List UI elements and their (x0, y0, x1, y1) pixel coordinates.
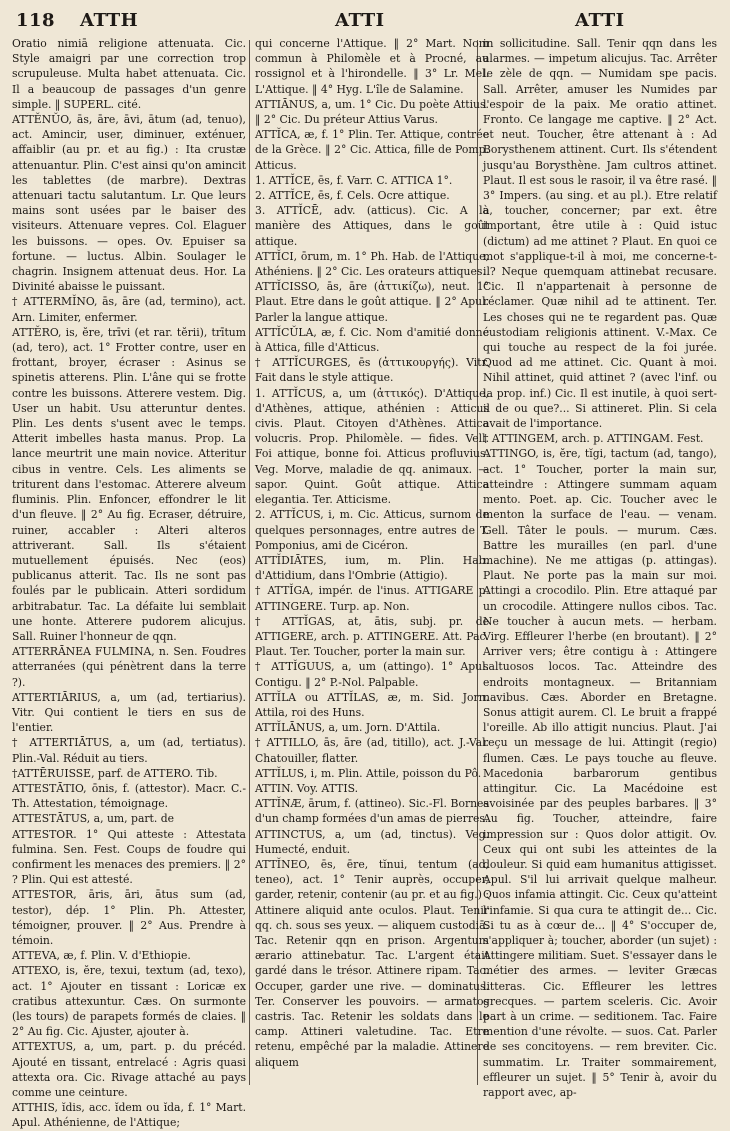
dictionary-entry: ATTĬLĀNUS, a, um. Jorn. D'Attila. (255, 721, 441, 735)
dictionary-entry: ATTEVA, æ, f. Plin. V. d'Ethiopie. (12, 949, 191, 963)
dictionary-entry: qui concerne l'Attique. ‖ 2° Mart. Nom commun à Philomèle et à Procné, au rossignol et à l'hirondelle. ‖ 3° Lr. Mel. L'Attique. ‖ 4° Hyg. L'île de Salamine. (255, 37, 489, 96)
dictionary-entry: † ATTĬGAS, at, ātis, subj. pr. de ATTIGERE, arch. p. ATTINGERE. Att. Pac. Plaut. Ter. Toucher, porter la main sur. (255, 614, 489, 659)
dictionary-entry: ATTĬLUS, i, m. Plin. Attile, poisson du Pô. (255, 766, 482, 780)
page-number: 118 (16, 10, 56, 31)
dictionary-entry: †ATTĒRUISSE, parf. de ATTERO. Tib. (12, 766, 218, 780)
dictionary-entry: † ATTĬGUUS, a, um (attingo). 1° Apul. Contigu. ‖ 2° P.-Nol. Palpable. (255, 660, 489, 689)
dictionary-entry: ATTĬNEO, ēs, ēre, tĭnui, tentum (ad, teneo), act. 1° Tenir auprès, occuper, garder, retenir, contenir (au pr. et au fig.) : Attinere aliquid ante oculos. Plaut. Tenir qq. ch. sous ses yeux. — aliquem custodiā. Tac. Retenir qqn en prison. Argentum ærario attinebatur. Tac. L'argent était gardé dans le trésor. Attinere ripam. Tac. Occuper, garder une rive. — dominatus. Ter. Conserver les pouvoirs. — armatos castris. Tac. Retenir les soldats dans le camp. Attineri valetudine. Tac. Etre retenu, empêché par la maladie. Attinere aliquem (255, 857, 489, 1069)
dictionary-entry: ATTĔNŬO, ās, āre, āvi, ātum (ad, tenuo), act. Amincir, user, diminuer, exténuer, affaiblir (au pr. et au fig.) : Ita crustæ attenuantur. Plin. C'est ainsi qu'on amincit les tablettes (de marbre). Dextras attenuari tactu salutantum. Lr. Que leurs mains sont usées par le baiser des visiteurs. Attenuare vepres. Col. Elaguer les buissons. — opes. Ov. Epuiser sa fortune. — luctus. Albin. Soulager le chagrin. Insignem attenuat deus. Hor. La Divinité abaisse le puissant. (12, 113, 246, 294)
dictionary-entry: ATTEXTUS, a, um, part. p. du précéd. Ajouté en tissant, entrelacé : Agris quasi attexta ora. Cic. Rivage attaché au pays comme une ceinture. (12, 1040, 246, 1100)
dictionary-entry: ATTHIS, ĭdis, acc. ĭdem ou ĭda, f. 1° Mart. Apul. Athénienne, de l'Attique; (12, 1101, 246, 1130)
dictionary-entry: in sollicitudine. Sall. Tenir qqn dans les alarmes. — impetum alicujus. Tac. Arrêter le zèle de qqn. — Numidam spe pacis. Sall. Arrêter, amuser les Numides par l'espoir de la paix. Me oratio attinet. Fronto. Ce langage me captive. ‖ 2° Act. et neut. Toucher, être attenant à : Ad Borysthenem attinent. Curt. Ils s'étendent jusqu'au Borysthène. Jam cultros attinet. Plaut. Il est sous le rasoir, il va être rasé. ‖ 3° Impers. (au sing. et au pl.). Etre relatif à, toucher, concerner; par ext. être important, être utile à : Quid istuc (dictum) ad me attinet ? Plaut. En quoi ce mot s'applique-t-il à moi, me concerne-t-il? Neque quemquam attinebat recusare. Cic. Il n'appartenait à personne de réclamer. Quæ nihil ad te attinent. Ter. Les choses qui ne te regardent pas. Quæ custodiam religionis attinent. V.-Max. Ce qui touche au respect de la foi jurée. Quod ad me attinet. Cic. Quant à moi. Nihil attinet, quid attinet ? (avec l'inf. ou la prop. inf.) Cic. Il est inutile, à quoi sert-il de ou que?... Si attineret. Plin. Si cela avait de l'importance. (483, 37, 717, 431)
dictionary-entry: ATTERRĀNEA FULMINA, n. Sen. Foudres atterranées (qui pénètrent dans la terre ?). (12, 645, 246, 689)
dictionary-entry: ATTESTĀTUS, a, um, part. de (12, 812, 175, 826)
text-column-left (12, 36, 246, 1130)
dictionary-entry: ATTĬCI, ōrum, m. 1° Ph. Hab. de l'Attique, Athéniens. ‖ 2° Cic. Les orateurs attiques. (255, 249, 489, 279)
dictionary-entry: † ATTĬCURGES, ēs (ἀττικουργής). Vitr. Fait dans le style attique. (255, 356, 489, 385)
right-running-title: ATTI (575, 10, 625, 31)
dictionary-entry: ATTERTIĀRIUS, a, um (ad, tertiarius). Vitr. Qui contient le tiers en sus de l'entier. (12, 690, 246, 735)
dictionary-entry: 1. ATTĬCE, ēs, f. Varr. C. ATTICA 1°. (255, 173, 453, 187)
dictionary-entry: ATTINCTUS, a, um (ad, tinctus). Veg. Humecté, enduit. (255, 827, 489, 856)
dictionary-entry: ATTĬCA, æ, f. 1° Plin. Ter. Attique, contrée de la Grèce. ‖ 2° Cic. Attica, fille de Pomp. Atticus. (255, 128, 489, 172)
dictionary-entry: ATTIN. Voy. ATTIS. (255, 781, 359, 795)
dictionary-entry: 2. ATTĬCE, ēs, f. Cels. Ocre attique. (255, 189, 450, 203)
left-running-title: ATTH (80, 10, 139, 31)
dictionary-entry: ATTĔRO, is, ĕre, trīvi (et rar. tĕrii), trītum (ad, tero), act. 1° Frotter contre, user en frottant, broyer, écraser : Asinus se spinetis atterens. Plin. L'âne qui se frotte contre les buissons. Atterere vestem. Dig. User un habit. Usu atteruntur dentes. Plin. Les dents s'usent avec le temps. Atterit imbelles hasta manus. Prop. La lance meurtrit une main novice. Atteritur cibus in ventre. Cels. Les aliments se triturent dans l'estomac. Atterere alveum fluminis. Plin. Enfoncer, effondrer le lit d'un fleuve. ‖ 2° Au fig. Ecraser, détruire, ruiner, accabler : Alteri alteros attriverant. Sall. Ils s'étaient mutuellement épuisés. Nec (eos) publicanus atterit. Tac. Ils ne sont pas foulés par le publicain. Atteri sordidum arbitrabatur. Tac. La défaite lui semblait une honte. Atterere pudorem alicujus. Sall. Ruiner l'honneur de qqn. (12, 325, 246, 643)
dictionary-entry: † ATTILLO, ās, āre (ad, titillo), act. J.-Val. Chatouiller, flatter. (255, 736, 489, 765)
dictionary-entry: ATTESTOR, āris, āri, ātus sum (ad, testor), dép. 1° Plin. Ph. Attester, témoigner, prouver. ‖ 2° Aus. Prendre à témoin. (12, 888, 246, 947)
dictionary-entry: † ATTERMĬNO, ās, āre (ad, termino), act. Arn. Limiter, enfermer. (12, 295, 246, 324)
dictionary-entry: ATTIĀNUS, a, um. 1° Cic. Du poète Attius. ‖ 2° Cic. Du préteur Attius Varus. (255, 97, 489, 127)
dictionary-entry: 2. ATTĬCUS, i, m. Cic. Atticus, surnom de quelques personnages, entre autres de T. Pomponius, ami de Cicéron. (255, 508, 489, 552)
dictionary-entry: ATTĬNÆ, ārum, f. (attineo). Sic.-Fl. Bornes d'un champ formées d'un amas de pierres. (255, 797, 489, 826)
dictionary-entry: † ATTINGEM, arch. p. ATTINGAM. Fest. (483, 432, 704, 446)
dictionary-entry: ATTINGO, is, ĕre, tĭgi, tactum (ad, tango), act. 1° Toucher, porter la main sur, atteindre : Attingere summam aquam mento. Poet. ap. Cic. Toucher avec le menton la surface de l'eau. — venam. Gell. Tâter le pouls. — murum. Cæs. Battre les murailles (en parl. d'une machine). Ne me attigas (p. attingas). Plaut. Ne porte pas la main sur moi. Attingi a crocodilo. Plin. Etre attaqué par un crocodile. Attingere nullos cibos. Tac. Ne toucher à aucun mets. — herbam. Virg. Effleurer l'herbe (en broutant). ‖ 2° Arriver vers; être contigu à : Attingere saltuosos locos. Tac. Atteindre des endroits montagneux. — Britanniam navibus. Cæs. Aborder en Bretagne. Sonus attigit aurem. Cl. Le bruit a frappé l'oreille. Ab illo attigit nuncius. Plaut. J'ai reçu un message de lui. Attingit (regio) flumen. Cæs. Le pays touche au fleuve. Macedonia barbarorum gentibus attingitur. Cic. La Macédoine est avoisinée par des peuples barbares. ‖ 3° Au fig. Toucher, atteindre, faire impression sur : Quos dolor attigit. Ov. Ceux qui ont subi les atteintes de la douleur. Si quid eam humanitus attigisset. Apul. S'il lui arrivait quelque malheur. Quos infamia attingit. Cic. Ceux qu'atteint l'infamie. Si qua cura te attingit de... Cic. Si tu as à cœur de... ‖ 4° S'occuper de, s'appliquer à; toucher, aborder (un sujet) : Attingere militiam. Suet. S'essayer dans le métier des armes. — leviter Græcas litteras. Cic. Effleurer les lettres grecques. — partem sceleris. Cic. Avoir part à un crime. — seditionem. Tac. Faire mention d'une révolte. — suos. Cat. Parler de ses concitoyens. — rem breviter. Cic. summatim. Lr. Traiter sommairement, effleurer un sujet. ‖ 5° Tenir à, avoir du rapport avec, ap- (483, 447, 717, 1100)
dictionary-entry: † ATTĬGA, impér. de l'inus. ATTIGARE p. ATTINGERE. Turp. ap. Non. (255, 584, 489, 613)
running-header (0, 0, 730, 36)
dictionary-entry: ATTĬCISSO, ās, āre (ἀττικίζω), neut. 1° Plaut. Etre dans le goût attique. ‖ 2° Apul. Parler la langue attique. (255, 280, 489, 324)
dictionary-entry: ATTĬDIĀTES, ium, m. Plin. Hab. d'Attidium, dans l'Ombrie (Attigio). (255, 553, 489, 583)
dictionary-entry: ATTEXO, is, ĕre, texui, textum (ad, texo), act. 1° Ajouter en tissant : Loricæ ex cratibus attexuntur. Cæs. On surmonte (les tours) de parapets formés de claies. ‖ 2° Au fig. Cic. Ajuster, ajouter à. (12, 964, 246, 1039)
dictionary-entry: 3. ATTĬCĒ, adv. (atticus). Cic. A la manière des Attiques, dans le goût attique. (255, 204, 489, 248)
dictionary-entry: ATTĬCŬLA, æ, f. Cic. Nom d'amitié donné à Attica, fille d'Atticus. (255, 325, 489, 355)
dictionary-entry: ATTĬLA ou ATTĬLAS, æ, m. Sid. Jorn. Attila, roi des Huns. (255, 690, 489, 719)
text-column-middle (255, 36, 489, 1086)
column-divider (249, 40, 250, 1085)
dictionary-entry: ATTESTĀTIO, ōnis, f. (attestor). Macr. C.-Th. Attestation, témoignage. (12, 781, 246, 811)
text-column-right (483, 36, 717, 1100)
dictionary-entry: Oratio nimiā religione attenuata. Cic. Style amaigri par une correction trop scrupuleuse. Multa habet attenuata. Cic. Il a beaucoup de passages d'un genre simple. ‖ SUPERL. cité. (12, 37, 246, 111)
dictionary-entry: † ATTERTIĀTUS, a, um (ad, tertiatus). Plin.-Val. Réduit au tiers. (12, 736, 246, 765)
dictionary-entry: ATTESTOR. 1° Qui atteste : Attestata fulmina. Sen. Fest. Coups de foudre qui confirment les menaces des premiers. ‖ 2° ? Plin. Qui est attesté. (12, 827, 246, 887)
center-running-title: ATTI (335, 10, 385, 31)
dictionary-entry: 1. ATTĬCUS, a, um (ἀττικός). D'Attique, d'Athènes, attique, athénien : Atticus civis. Plaut. Citoyen d'Athènes. Attica volucris. Prop. Philomèle. — fides. Vell. Foi attique, bonne foi. Atticus profluvius. Veg. Morve, maladie de qq. animaux. — sapor. Quint. Goût attique. Attica elegantia. Ter. Atticisme. (255, 386, 489, 507)
